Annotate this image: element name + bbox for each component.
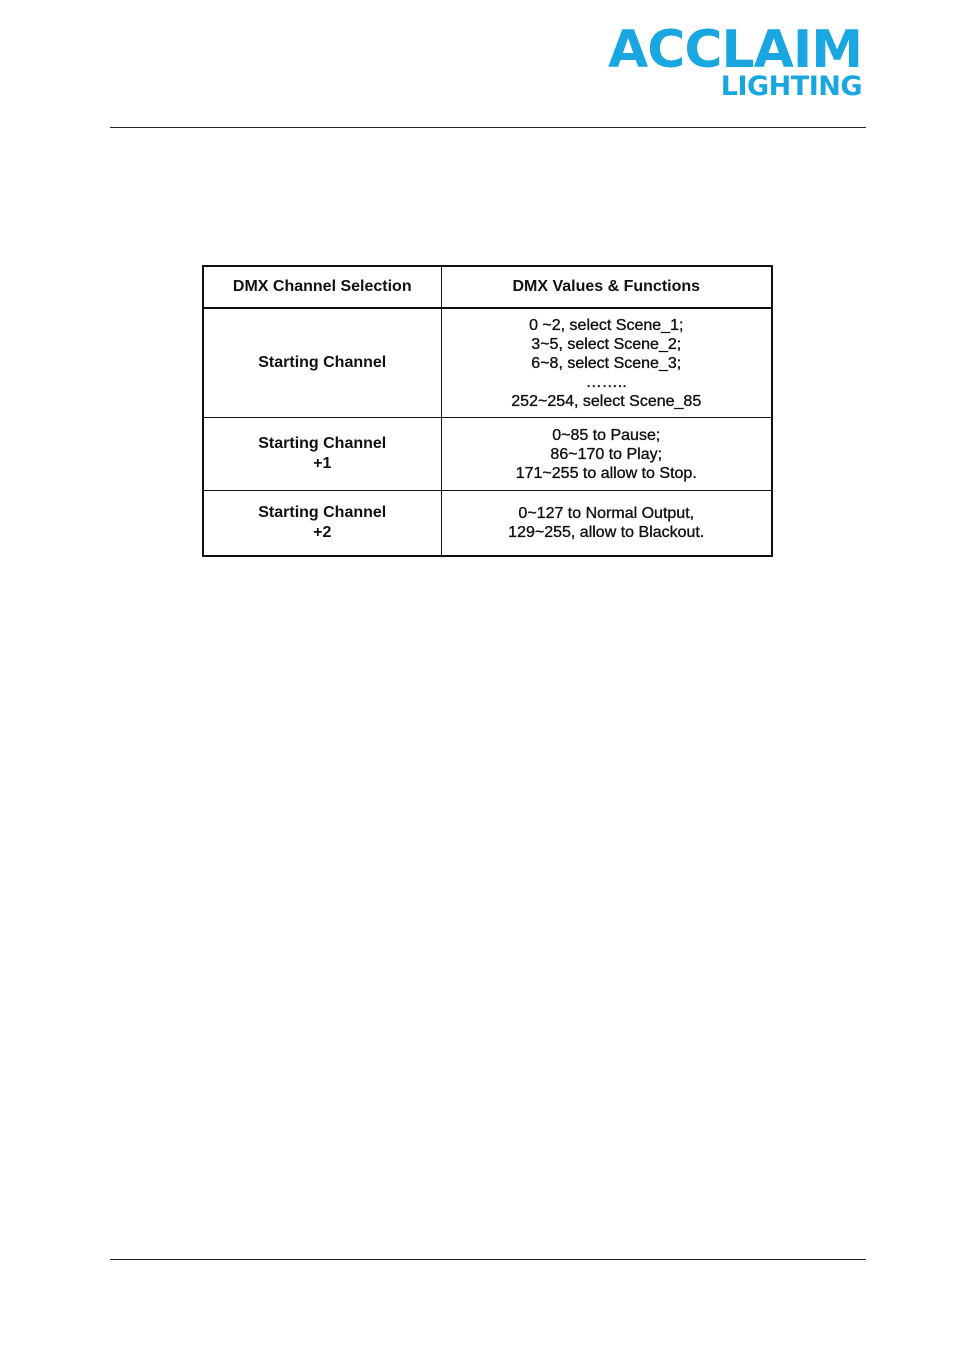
function-line: 6~8, select Scene_3; [531,354,682,372]
channel-label: Starting Channel [258,504,387,521]
acclaim-lighting-logo [600,22,870,106]
table-header-row [203,266,772,308]
table-row [203,418,772,491]
functions-cell [441,308,772,418]
header-divider [110,127,866,128]
channel-cell [203,308,441,418]
channel-cell [203,418,441,491]
function-line: …….. [585,373,627,391]
function-line: 0 ~2, select Scene_1; [529,316,684,334]
function-line: 171~255 to allow to Stop. [515,464,697,482]
channel-offset: +1 [313,455,332,472]
channel-label: Starting Channel [258,435,387,452]
functions-cell [441,491,772,557]
channel-label: Starting Channel [258,354,387,371]
dmx-channel-table [202,265,773,557]
function-line: 0~85 to Pause; [552,426,661,444]
function-line: 129~255, allow to Blackout. [508,524,705,541]
functions-cell [441,418,772,491]
footer-divider [110,1259,866,1260]
channel-offset: +2 [313,524,332,541]
function-line: 252~254, select Scene_85 [511,392,702,410]
logo-wordmark-acclaim: ACCLAIM [607,20,862,80]
function-line: 86~170 to Play; [550,445,663,463]
function-line: 3~5, select Scene_2; [531,335,682,353]
logo-wordmark-lighting: LIGHTING [720,71,862,102]
table-row [203,491,772,557]
channel-cell [203,491,441,557]
function-line: 0~127 to Normal Output, [518,505,695,522]
header-values-functions: DMX Values & Functions [441,266,772,308]
table-row [203,308,772,418]
header-channel-selection: DMX Channel Selection [203,266,441,308]
